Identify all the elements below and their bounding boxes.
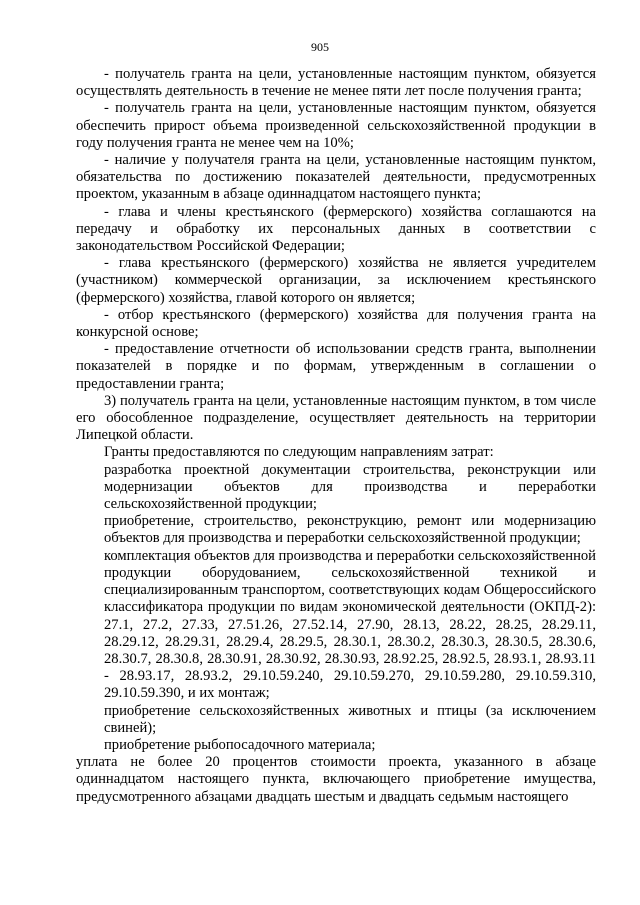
paragraph-personal-data-consent: - глава и члены крестьянского (фермерского) хозяйства соглашаются на передачу и обработку их персональных данных в соответствии с законодательством Российской Федерации; [76, 203, 596, 255]
paragraph-equipment-okpd2: комплектация объектов для производства и переработки сельскохозяйственной продукции оборудованием, сельскохозяйственной техникой и специализированным транспортом, соответствующих кодам Общероссийского классификатора продукции по видам экономической деятельности (ОКПД-2): 27.1, 27.2, 27.33, 27.51.26, 27.52.14, 27.90, 28.13, 28.22, 28.25, 28.29.11, 28.29.12, 28.29.31, 28.29.4, 28.29.5, 28.30.1, 28.30.2, 28.30.3, 28.30.5, 28.30.6, 28.30.7, 28.30.8, 28.30.91, 28.30.92, 28.30.93, 28.92.25, 28.92.5, 28.93.1, 28.93.11 - 28.93.17, 28.93.2, 29.10.59.240, 29.10.59.270, 29.10.59.280, 29.10.59.310, 29.10.59.390, и их монтаж; [104, 547, 596, 702]
paragraph-construction-acquisition: приобретение, строительство, реконструкцию, ремонт или модернизацию объектов для производства и переработки сельскохозяйственной продукции; [104, 513, 596, 547]
document-body [76, 66, 596, 806]
paragraph-design-documentation: разработка проектной документации строительства, реконструкции или модернизации объектов для производства и переработки сельскохозяйственной продукции; [104, 461, 596, 513]
paragraph-reporting: - предоставление отчетности об использовании средств гранта, выполнении показателей в порядке и по формам, утвержденным в соглашении о предоставлении гранта; [76, 341, 596, 392]
paragraph-grant-activity-term: - получатель гранта на цели, установленные настоящим пунктом, обязуется осуществлять деятельность в течение не менее пяти лет после получения гранта; [76, 66, 596, 100]
paragraph-project-cost-payment: уплата не более 20 процентов стоимости проекта, указанного в абзаце одиннадцатом настоящего пункта, включающего приобретение имущества, предусмотренного абзацами двадцать шестым и двадцать седьмым настоящего [76, 754, 596, 805]
page-number: 905 [311, 40, 329, 54]
paragraph-lipetsk-territory: 3) получатель гранта на цели, установленные настоящим пунктом, в том числе его обособленное подразделение, осуществляет деятельность на территории Липецкой области. [76, 392, 596, 444]
paragraph-not-founder: - глава крестьянского (фермерского) хозяйства не является учредителем (участником) коммерческой организации, за исключением крестьянского (фермерского) хозяйства, главой которого он является; [76, 255, 596, 306]
paragraph-production-growth: - получатель гранта на цели, установленные настоящим пунктом, обязуется обеспечить прирост объема произведенной сельскохозяйственной продукции в году получения гранта не менее чем на 10%; [76, 100, 596, 151]
paragraph-performance-obligation: - наличие у получателя гранта на цели, установленные настоящим пунктом, обязательства по достижению показателей деятельности, предусмотренных проектом, указанным в абзаце одиннадцатом настоящего пункта; [76, 152, 596, 203]
paragraph-fish-stock: приобретение рыбопосадочного материала; [104, 736, 376, 753]
paragraph-livestock-poultry: приобретение сельскохозяйственных животных и птицы (за исключением свиней); [104, 702, 596, 736]
paragraph-expense-directions-intro: Гранты предоставляются по следующим направлениям затрат: [104, 444, 494, 461]
paragraph-competitive-selection: - отбор крестьянского (фермерского) хозяйства для получения гранта на конкурсной основе; [76, 306, 596, 341]
